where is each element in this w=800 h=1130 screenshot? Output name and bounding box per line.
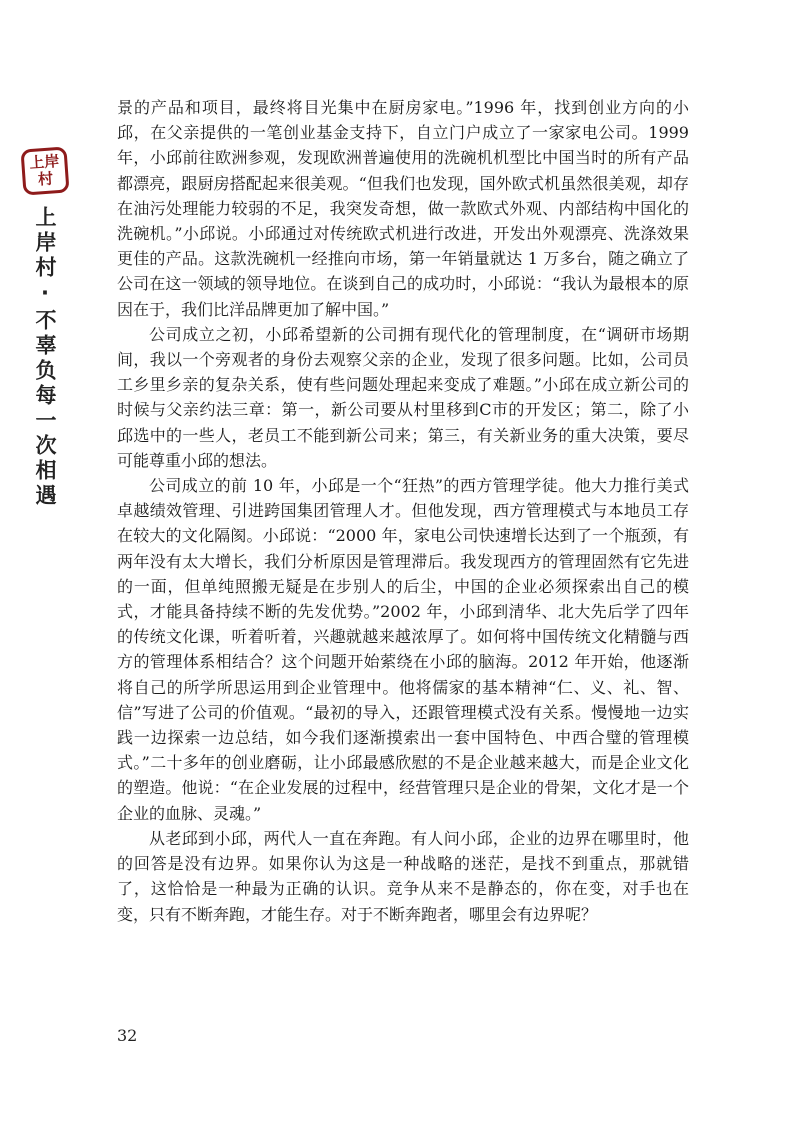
paragraph: 从老邱到小邱，两代人一直在奔跑。有人问小邱，企业的边界在哪里时，他的回答是没有边界。如果你认为这是一种战略的迷茫，是找不到重点，那就错了，这恰恰是一种最为正确的认识。竞争从来不是静态的，你在变，对手也在变，只有不断奔跑，才能生存。对于不断奔跑者，哪里会有边界呢？ bbox=[117, 828, 689, 924]
seal-logo bbox=[20, 146, 69, 195]
seal-text-top: 上岸 bbox=[28, 151, 60, 173]
paragraph: 公司成立之初，小邱希望新的公司拥有现代化的管理制度，在“调研市场期间，我以一个旁观者的身份去观察父亲的企业，发现了很多问题。比如，公司员工乡里乡亲的复杂关系，使有些问题处理起来变成了难题。”小邱在成立新公司的时候与父亲约法三章：第一，新公司要从村里移到C市的开发区；第二，除了小邱选中的一些人，老员工不能到新公司来；第三，有关新业务的重大决策，要尽可能尊重小邱的想法。 bbox=[117, 324, 689, 470]
running-title: 上岸村·不辜负每一次相遇 bbox=[33, 206, 57, 509]
paragraph: 公司成立的前 10 年，小邱是一个“狂热”的西方管理学徒。他大力推行美式卓越绩效管理、引进跨国集团管理人才。但他发现，西方管理模式与本地员工存在较大的文化隔阂。小邱说：“2000 年，家电公司快速增长达到了一个瓶颈，有两年没有太大增长，我们分析原因是管理滞后。我发现西方的管理固然有它先进的一面，但单纯照搬无疑是在步别人的后尘，中国的企业必须探索出自己的模式，才能具备持续不断的先发优势。”2002 年，小邱到清华、北大先后学了四年的传统文化课，听着听着，兴趣就越来越浓厚了。如何将中国传统文化精髓与西方的管理体系相结合？这个问题开始萦绕在小邱的脑海。2012 年开始，他逐渐将自己的所学所思运用到企业管理中。他将儒家的基本精神“仁、义、礼、智、信”写进了公司的价值观。“最初的导入，还跟管理模式没有关系。慢慢地一边实践一边探索一边总结，如今我们逐渐摸索出一套中国特色、中西合璧的管理模式。”二十多年的创业磨砺，让小邱最感欣慰的不是企业越来越大，而是企业文化的塑造。他说：“在企业发展的过程中，经营管理只是企业的骨架，文化才是一个企业的血脉、灵魂。” bbox=[117, 476, 689, 823]
body-text bbox=[117, 95, 689, 927]
seal-text-bottom: 村 bbox=[37, 169, 54, 189]
paragraph-continued: 景的产品和项目，最终将目光集中在厨房家电。”1996 年，找到创业方向的小邱，在父亲提供的一笔创业基金支持下，自立门户成立了一家家电公司。1999 年，小邱前往欧洲参观，发现欧洲普遍使用的洗碗机机型比中国当时的所有产品都漂亮，跟厨房搭配起来很美观。“但我们也发现，国外欧式机虽然很美观，却存在油污处理能力较弱的不足，我突发奇想，做一款欧式外观、内部结构中国化的洗碗机。”小邱说。小邱通过对传统欧式机进行改进，开发出外观漂亮、洗涤效果更佳的产品。这款洗碗机一经推向市场，第一年销量就达 1 万多台，随之确立了公司在这一领域的领导地位。在谈到自己的成功时，小邱说：“我认为最根本的原因在于，我们比洋品牌更加了解中国。” bbox=[117, 98, 689, 319]
page-number: 32 bbox=[117, 1026, 138, 1045]
